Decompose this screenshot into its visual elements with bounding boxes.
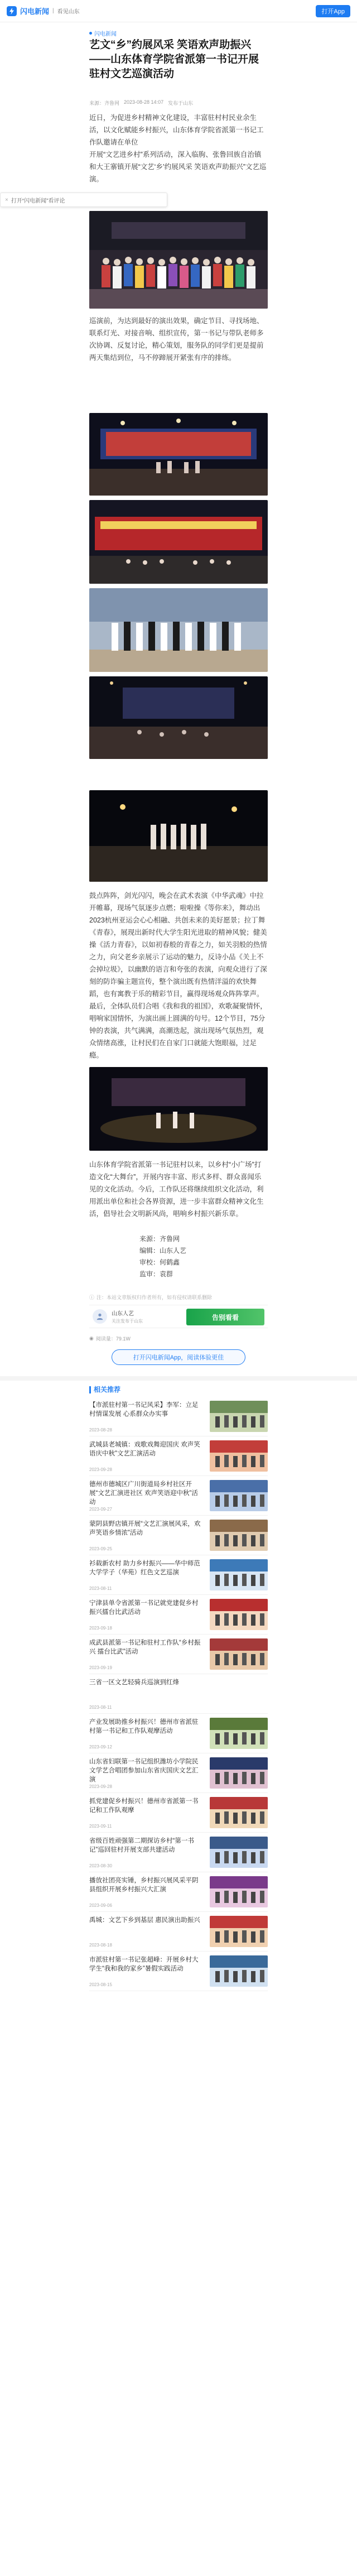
section-divider [0, 1376, 357, 1381]
avatar [93, 1309, 107, 1324]
credit-editor: 编辑：山东人艺 [139, 1247, 187, 1255]
related-item-title: 禹城：文艺下乡到基层 惠民演出助振兴 [89, 1917, 200, 1924]
related-item-thumbnail [210, 1955, 268, 1987]
article-photo [89, 211, 268, 309]
related-item-thumbnail [210, 1520, 268, 1551]
copyright-note [89, 1294, 268, 1301]
author-banner-ad[interactable]: 告别看看 [186, 1309, 264, 1325]
related-item-title: 宁津县单令省派第一书记就党建促乡村振兴擂台比武活动 [89, 1600, 199, 1616]
list-item[interactable] [89, 1675, 268, 1714]
related-item-thumbnail [210, 1876, 268, 1907]
related-item-thumbnail [210, 1559, 268, 1590]
related-item-thumbnail [210, 1401, 268, 1432]
view-count [89, 1335, 131, 1342]
brand-separator: | [52, 8, 54, 14]
close-icon[interactable]: × [5, 196, 8, 203]
article-paragraph: 巡演前，为达到最好的演出效果，确定节目、寻找场地、联系灯光、对接音响、组织宣传，第一书记与带队老师多次协调、反复讨论，精心策划，服务队的同学们更是提前两天集结到位，马不停蹄展开紧张有序的排练。 [89, 317, 264, 362]
article-paragraph: 近日，为促进乡村精神文化建设，丰富驻村村民业余生活，以文化赋能乡村振兴，山东体育学院省派第一书记工作队邀请在单位 [89, 114, 264, 146]
channel-tag[interactable] [89, 29, 117, 37]
related-item-title: 【市派驻村第一书记风采】李军：立足村情谋发展 心系群众办实事 [89, 1402, 199, 1417]
list-item[interactable] [89, 1794, 268, 1833]
related-item-thumbnail [210, 1599, 268, 1630]
list-item[interactable] [89, 1952, 268, 1991]
related-item-title: 播放社团亮实锤，乡村振兴展风采平阴县组织开展乡村振兴大汇演 [89, 1877, 199, 1893]
related-item-thumbnail [210, 1757, 268, 1789]
credit-source: 来源：齐鲁网 [139, 1235, 180, 1243]
article-title: 艺文“乡”约展风采 笑语欢声助振兴——山东体育学院省派第一书记开展驻村文艺巡演活动 [89, 39, 259, 80]
list-item[interactable] [89, 1833, 268, 1872]
related-item-title: 市派驻村第一书记张超峰：开展乡村大学生“我和我的家乡”暑假实践活动 [89, 1957, 199, 1972]
article-photo [89, 676, 268, 759]
related-item-thumbnail [210, 1916, 268, 1947]
related-item-date: 2023-09-28 [89, 1784, 112, 1789]
list-item[interactable] [89, 1516, 268, 1555]
related-item-title: 武城县老城镇：戏歌戏舞迎国庆 欢声笑语庆中秋”文艺汇演活动 [89, 1441, 200, 1457]
list-item[interactable] [89, 1912, 268, 1952]
related-item-date: 2023-08-28 [89, 1428, 112, 1433]
list-item[interactable] [89, 1556, 268, 1595]
article-paragraph: 开展“文艺进乡村”系列活动，深入临朐、张鲁回族自治镇和大王寨镇开展“文艺‘乡’约展风采 笑语欢声助振兴”文艺巡演。 [89, 151, 267, 183]
related-item-date: 2023-08-11 [89, 1705, 112, 1710]
list-item[interactable] [89, 1477, 268, 1516]
related-item-title: 蒙阴县野店镇开展“文艺汇演展风采，欢声笑语乡情浓”活动 [89, 1521, 201, 1536]
list-item[interactable] [89, 1397, 268, 1436]
related-item-title: 成武县派第一书记和驻村工作队“乡村振兴 擂台比武”活动 [89, 1640, 201, 1655]
article-time: 2023-08-28 14:07 [124, 99, 164, 105]
related-item-date: 2023-08-30 [89, 1863, 112, 1868]
related-item-date: 2023-09-12 [89, 1744, 112, 1750]
comments-banner-text: 打开“闪电新闻”看评论 [11, 198, 65, 204]
article-editor: 发布于山东 [168, 100, 194, 106]
open-app-button[interactable]: 打开App [316, 5, 350, 17]
article-credits [89, 1233, 268, 1280]
related-item-date: 2023-08-15 [89, 1982, 112, 1987]
article-meta [89, 99, 268, 107]
related-item-date: 2023-09-19 [89, 1665, 112, 1670]
related-item-title: 产业发展助推乡村振兴！德州市省派驻村第一书记和工作队观摩活动 [89, 1719, 199, 1734]
related-item-thumbnail [210, 1480, 268, 1511]
author-card[interactable] [89, 1305, 268, 1328]
open-app-cta-button[interactable]: 打开闪电新闻App，阅读体验更佳 [112, 1349, 245, 1365]
related-item-title: 山东省妇联第一书记组织潍坊小学院民文学艺合唱团参加山东省庆国庆文艺汇演 [89, 1758, 199, 1783]
article-paragraph: 鼓点阵阵，剑光闪闪，晚会在武术表演《中华武魂》中拉开帷幕，现场气氛逐步点燃；啦啦操《等你来》，舞动出2023杭州亚运会心心相融、共创未来的美好愿景；拉丁舞《青春》，展现出新时代大学生阳光进取的精神风貌；健美操《活力青春》，以如初春般的青春之力，如关羽般的热情之力，向父老乡亲展示了运动的魅力，反诗小品《关上不会掉垃圾》，以幽默的语言和夸张的表演，向观众进行了深刻的防诈骗主题宣传，整个演出既有热情洋溢的欢快舞蹈，也有寓教于乐的精彩节目，赢得现场观众阵阵掌声。最后，全体队员们合唱《我和我的祖国》，欢歌凝聚情怀，唱响家国情怀，为演出画上圆满的句号。12个节目，75分钟的表演，共气满满，高潮迭起，演出现场气氛热烈，观众情绪高涨，让村民们在自家门口就能大饱眼福，过足瘾。 [89, 892, 267, 1059]
article-photo [89, 500, 268, 584]
copyright-text: 注：本站文章版权归作者所有，如有侵权请联系删除 [97, 1295, 213, 1300]
related-item-date: 2023-08-18 [89, 1943, 112, 1948]
list-item[interactable] [89, 1754, 268, 1793]
related-item-date: 2023-09-06 [89, 1903, 112, 1908]
brand-name: 闪电新闻 [20, 7, 50, 16]
related-item-date: 2023-08-11 [89, 1586, 112, 1591]
related-item-title: 三省一区文艺轻骑兵巡演到红烽 [89, 1679, 179, 1686]
related-item-thumbnail [210, 1718, 268, 1749]
author-name: 山东人艺 [112, 1311, 134, 1317]
info-icon: ⓘ [89, 1295, 95, 1300]
credit-supervisor: 监审：袁群 [139, 1270, 173, 1278]
related-item-date: 2023-09-18 [89, 1626, 112, 1631]
list-item[interactable] [89, 1595, 268, 1635]
related-item-date: 2023-09-25 [89, 1546, 112, 1551]
article-source: 来源：齐鲁网 [89, 100, 120, 106]
author-info [112, 1309, 143, 1324]
related-item-date: 2023-09-27 [89, 1507, 112, 1512]
app-logo-icon [7, 6, 17, 16]
author-subtitle: 关注发布于山东 [112, 1319, 143, 1324]
related-item-title: 衫载新农村 助力乡村振兴——华中师范大学学子（华苑）红色文艺巡演 [89, 1560, 200, 1576]
related-section-title: 相关推荐 [89, 1386, 120, 1393]
related-item-date: 2023-09-28 [89, 1467, 112, 1472]
channel-label: 闪电新闻 [94, 31, 117, 37]
list-item[interactable] [89, 1635, 268, 1674]
related-item-date: 2023-09-11 [89, 1824, 112, 1829]
article-photo [89, 588, 268, 672]
list-item[interactable] [89, 1873, 268, 1912]
related-item-title: 德州市德城区广川街道局乡村社区开展“文艺汇演进社区 欢声笑语迎中秋”活动 [89, 1481, 198, 1506]
comments-banner[interactable] [0, 193, 167, 207]
brand-subtitle: 看见山东 [57, 9, 80, 15]
eye-icon: ◉ [89, 1335, 94, 1341]
article-paragraph: 山东体育学院省派第一书记驻村以来，以乡村“小广场”打造文化“大舞台”，开展内容丰富、形式多样、群众喜闻乐见的文化活动。今后，工作队还将继续组织文化活动，利用派出单位和社会各界资源，进一步丰富群众精神文化生活，倡导社会文明新风尚，唱响乡村振兴新乐章。 [89, 1161, 264, 1218]
related-item-thumbnail [210, 1837, 268, 1868]
top-bar [0, 0, 357, 22]
list-item[interactable] [89, 1437, 268, 1476]
channel-dot-icon [89, 32, 92, 35]
list-item[interactable] [89, 1714, 268, 1753]
article-photo [89, 1067, 268, 1151]
article-photo [89, 413, 268, 496]
view-count-text: 阅读量：79.1W [95, 1336, 131, 1342]
related-item-thumbnail [210, 1440, 268, 1472]
related-item-thumbnail [210, 1797, 268, 1828]
related-item-title: 抓党建促乡村振兴！德州市省派第一书记和工作队观摩 [89, 1798, 199, 1814]
credit-reviewer: 审校：何鹤鑫 [139, 1258, 180, 1266]
related-item-thumbnail [210, 1638, 268, 1670]
article-photo [89, 790, 268, 882]
related-item-title: 省级百姓顽强第二期探访乡村“第一书记”巡回驻村开展支部共建活动 [89, 1838, 194, 1853]
